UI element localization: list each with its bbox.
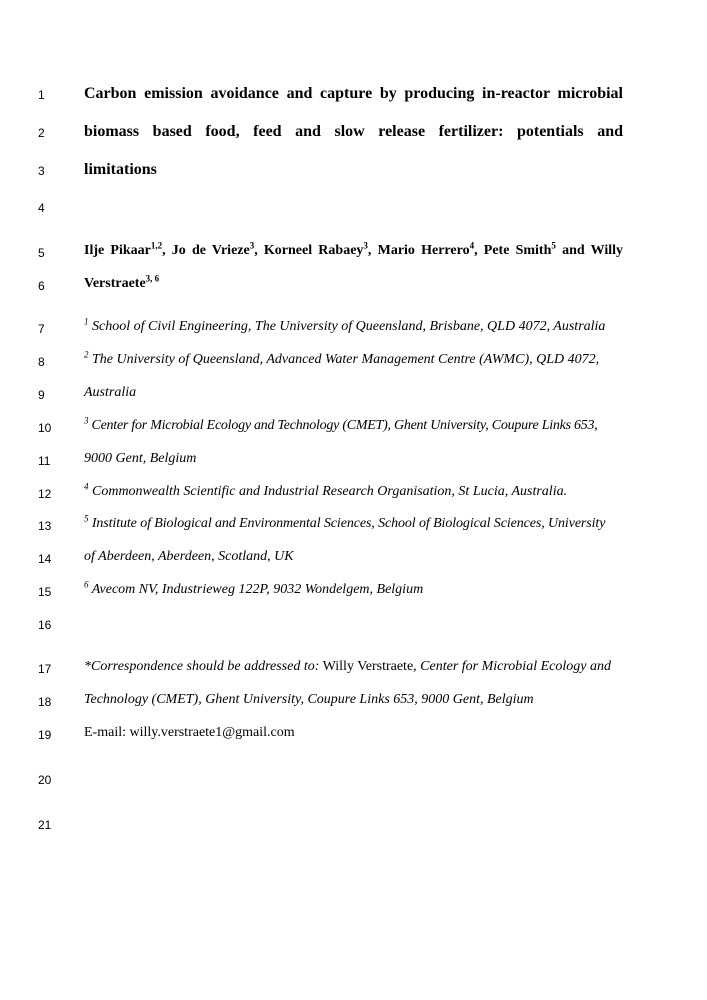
- author-name: Pete Smith: [483, 243, 552, 258]
- line-number: 4: [38, 201, 45, 215]
- line-number: 16: [38, 618, 52, 632]
- author-name: Ilje Pikaar: [84, 243, 151, 258]
- affiliation-number: 4: [84, 481, 89, 492]
- correspondence-address: Center for Microbial Ecology and: [420, 659, 611, 674]
- affiliation-number: 2: [84, 349, 89, 360]
- affiliation-number: 5: [84, 513, 89, 524]
- affiliation-3-continued: 9000 Gent, Belgium: [84, 451, 197, 466]
- affiliation-number: 3: [84, 415, 89, 426]
- line-number: 21: [38, 818, 52, 832]
- correspondence-address-continued: Technology (CMET), Ghent University, Coupure Links 653, 9000 Gent, Belgium: [84, 692, 534, 707]
- affiliation-5: $^5$ Institute of Biological and Environmental Sciences, School of Biological Sciences, University: [84, 513, 606, 531]
- affiliation-number: 1: [84, 316, 89, 327]
- author-name: Jo de Vrieze: [171, 243, 250, 258]
- author-name: Willy: [590, 243, 624, 258]
- line-number: 8: [38, 355, 45, 369]
- correspondence-label: *Correspondence should be addressed to:: [84, 659, 320, 674]
- line-number: 10: [38, 421, 52, 435]
- affiliation-2: $^2$ The University of Queensland, Advanced Water Management Centre (AWMC), QLD 4072,: [84, 349, 600, 367]
- line-number: 6: [38, 279, 45, 293]
- line-number: 9: [38, 388, 45, 402]
- line-number: 20: [38, 773, 52, 787]
- paper-title-line-1: Carbon emission avoidance and capture by producing in-reactor microbial: [84, 85, 623, 102]
- line-number: 15: [38, 585, 52, 599]
- author-name: Verstraete: [84, 276, 146, 291]
- correspondence-email: E-mail: willy.verstraete1@gmail.com: [84, 725, 295, 740]
- affiliation-3: $^3$ Center for Microbial Ecology and Technology (CMET), Ghent University, Coupure Links 653,: [84, 415, 598, 433]
- line-number: 12: [38, 487, 52, 501]
- correspondence-name: Willy Verstraete: [322, 659, 414, 674]
- line-number: 17: [38, 662, 52, 676]
- line-number: 3: [38, 164, 45, 178]
- affiliation-2-continued: Australia: [84, 385, 137, 400]
- author-name: Mario Herrero: [377, 243, 470, 258]
- affiliation-5-continued: of Aberdeen, Aberdeen, Scotland, UK: [84, 549, 294, 564]
- affiliation-6: $^6$ Avecom NV, Industrieweg 122P, 9032 Wondelgem, Belgium: [84, 579, 424, 597]
- line-number: 2: [38, 126, 45, 140]
- paper-title-line-3: limitations: [84, 161, 157, 178]
- author-list-continued: [84, 273, 623, 292]
- line-number: 18: [38, 695, 52, 709]
- author-name: Korneel Rabaey: [263, 243, 364, 258]
- author-list: Ilje Pikaar$^{1,2}$, Jo de Vrieze$^3$, Korneel Rabaey$^3$, Mario Herrero$^4$, Pete Smith$^5$ and Willy: [84, 240, 624, 258]
- author-affil-sup: 3, 6: [145, 273, 160, 284]
- line-number: 1: [38, 88, 45, 102]
- author-affil-sup: 3: [363, 240, 368, 251]
- author-affil-sup: 1,2: [150, 240, 163, 251]
- correspondence-line: *Correspondence should be addressed to: Willy Verstraete, Center for Microbial Ecology and: [84, 659, 611, 674]
- paper-title-line-2: biomass based food, feed and slow release fertilizer: potentials and: [84, 123, 623, 140]
- affiliation-4: $^4$ Commonwealth Scientific and Industrial Research Organisation, St Lucia, Australia.: [84, 481, 568, 499]
- line-number: 19: [38, 728, 52, 742]
- line-number: 13: [38, 519, 52, 533]
- author-affil-sup: 4: [469, 240, 475, 251]
- line-number: 5: [38, 246, 45, 260]
- line-number: 11: [38, 454, 51, 468]
- affiliation-1: $^1$ School of Civil Engineering, The University of Queensland, Brisbane, QLD 4072, Australia: [84, 316, 606, 334]
- line-number: 7: [38, 322, 45, 336]
- author-affil-sup: 3: [249, 240, 255, 251]
- affiliation-number: 6: [84, 579, 89, 590]
- line-number: 14: [38, 552, 52, 566]
- author-affil-sup: 5: [551, 240, 556, 251]
